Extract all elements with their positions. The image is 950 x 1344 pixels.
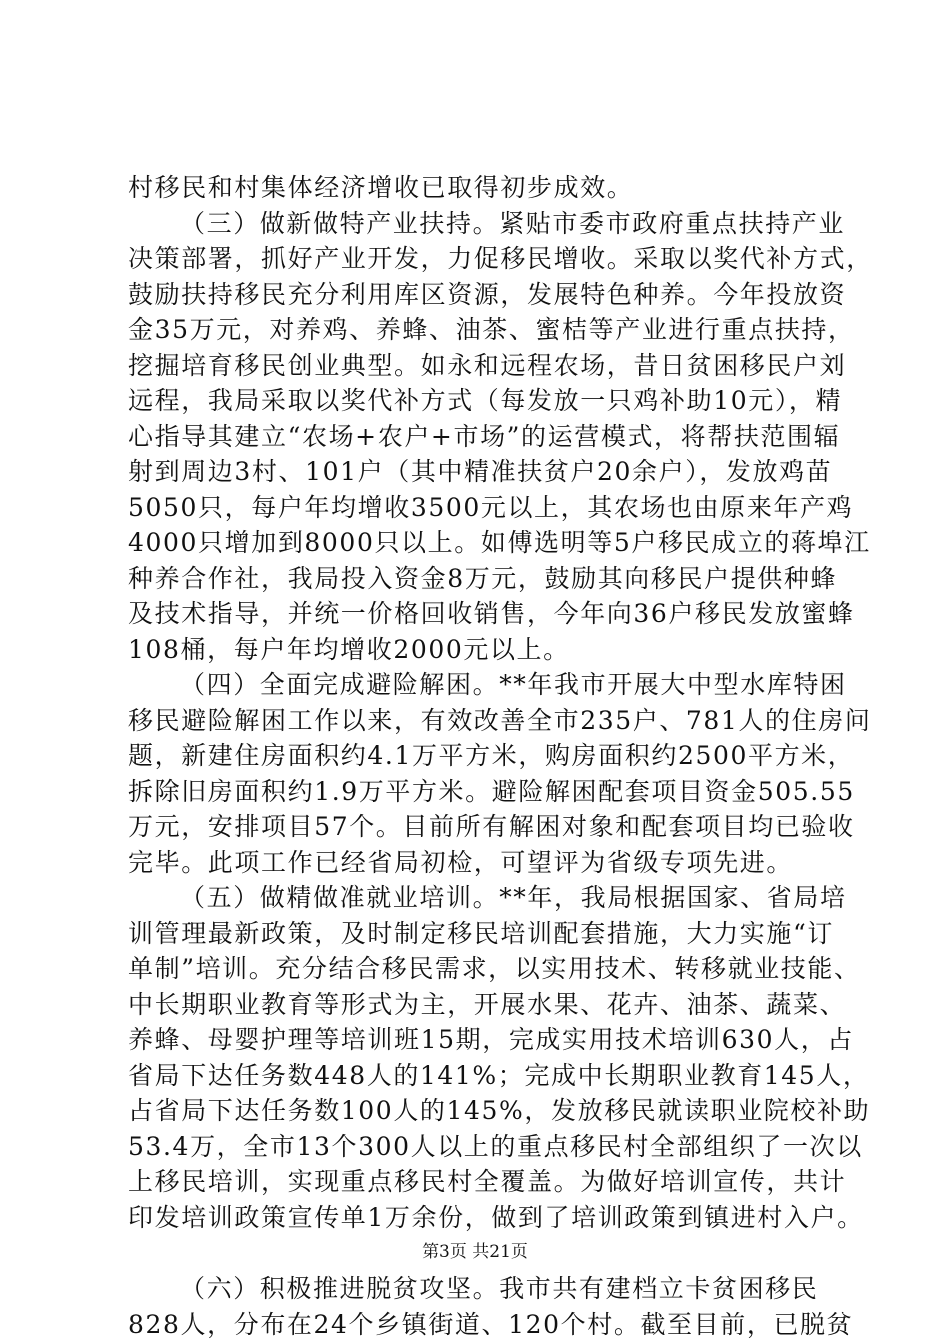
text-line: 远程，我局采取以奖代补方式（每发放一只鸡补助10元），精: [128, 386, 843, 415]
text-line: 射到周边3村、101户（其中精准扶贫户20余户），发放鸡苗: [128, 457, 833, 486]
page-footer: 第3页 共21页: [422, 1242, 528, 1262]
text-line: 53.4万，全市13个300人以上的重点移民村全部组织了一次以: [128, 1131, 863, 1161]
body-text: [128, 170, 873, 1342]
text-line: 题，新建住房面积约4.1万平方米，购房面积约2500平方米，: [128, 741, 855, 770]
text-line: 拆除旧房面积约1.9万平方米。避险解困配套项目资金505.55: [128, 776, 855, 806]
text-line: 828人，分布在24个乡镇街道、120个村。截至目前，已脱贫: [128, 1309, 854, 1339]
text-line: 108桶，每户年均增收2000元以上。: [128, 634, 570, 664]
text-line: 上移民培训，实现重点移民村全覆盖。为做好培训宣传，共计: [128, 1167, 847, 1196]
text-line: 单制”培训。充分结合移民需求，以实用技术、转移就业技能、: [128, 954, 861, 983]
text-line: 挖掘培育移民创业典型。如永和远程农场，昔日贫困移民户刘: [128, 350, 847, 380]
text-line: 种养合作社，我局投入资金8万元，鼓励其向移民户提供种蜂: [128, 563, 838, 593]
text-line: 移民避险解困工作以来，有效改善全市235户、781人的住房问: [128, 705, 872, 735]
text-line: 省局下达任务数448人的141%；完成中长期职业教育145人，: [128, 1060, 870, 1090]
text-line: 村移民和村集体经济增收已取得初步成效。: [128, 173, 634, 202]
text-line: 及技术指导，并统一价格回收销售，今年向36户移民发放蜜蜂: [128, 599, 855, 628]
text-line: （四）全面完成避险解困。**年我市开展大中型水库特困: [180, 670, 847, 699]
text-line: （六）积极推进脱贫攻坚。我市共有建档立卡贫困移民: [180, 1274, 819, 1303]
text-line: 金35万元，对养鸡、养蜂、油茶、蜜桔等产业进行重点扶持，: [128, 315, 855, 344]
text-line: 4000只增加到8000只以上。如傅选明等5户移民成立的蒋埠江: [128, 528, 871, 557]
text-line: 印发培训政策宣传单1万余份，做到了培训政策到镇进村入户。: [128, 1202, 864, 1232]
text-line: 养蜂、母婴护理等培训班15期，完成实用技术培训630人，占: [128, 1025, 854, 1054]
text-line: 鼓励扶持移民充分利用库区资源，发展特色种养。今年投放资: [128, 279, 847, 309]
text-line: 万元，安排项目57个。目前所有解困对象和配套项目均已验收: [128, 812, 855, 841]
text-line: 占省局下达任务数100人的145%，发放移民就读职业院校补助: [128, 1096, 871, 1125]
text-line: （五）做精做准就业培训。**年，我局根据国家、省局培: [180, 883, 847, 912]
text-line: 5050只，每户年均增收3500元以上，其农场也由原来年产鸡: [128, 492, 854, 522]
text-line: 完毕。此项工作已经省局初检，可望评为省级专项先进。: [128, 847, 794, 877]
text-line: （三）做新做特产业扶持。紧贴市委市政府重点扶持产业: [180, 208, 846, 238]
text-line: 训管理最新政策，及时制定移民培训配套措施，大力实施“订: [128, 918, 834, 948]
text-line: 心指导其建立“农场+农户+市场”的运营模式，将帮扶范围辐: [128, 421, 841, 451]
text-line: 决策部署，抓好产业开发，力促移民增收。采取以奖代补方式，: [128, 244, 873, 273]
text-line: 中长期职业教育等形式为主，开展水果、花卉、油茶、蔬菜、: [128, 989, 847, 1019]
